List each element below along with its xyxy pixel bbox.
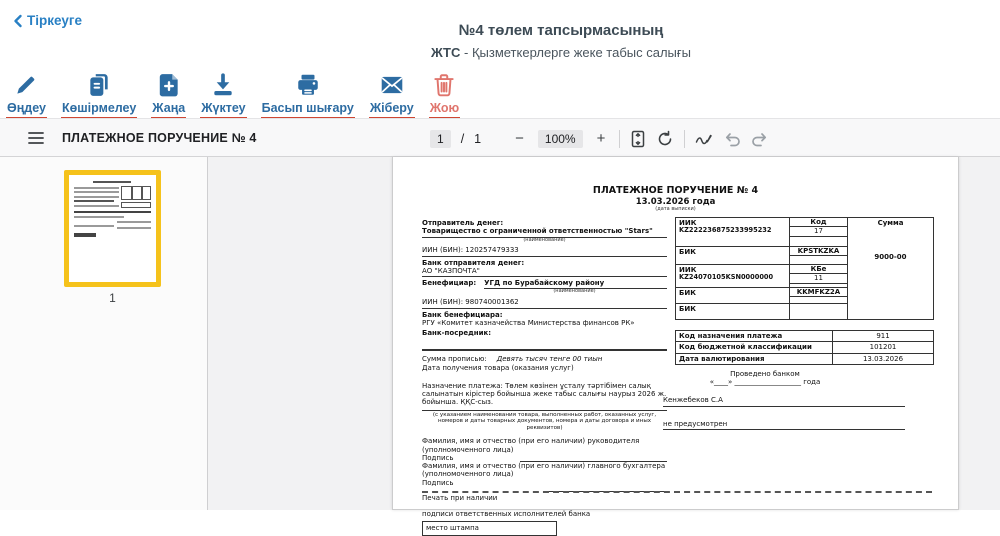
page-subtitle-code: ЖТС	[430, 45, 461, 60]
payment-order-date: 13.03.2026 года	[635, 197, 716, 208]
hamburger-icon[interactable]	[28, 131, 44, 145]
signature-label: Подпись	[422, 453, 454, 462]
beneficiary-bank-name: РГУ «Комитет казначейства Министерства финансов РК»	[422, 318, 635, 327]
thumbnail-page-number: 1	[109, 291, 116, 305]
page-number-input[interactable]: 1	[430, 130, 451, 148]
authorized-label: (уполномоченного лица)	[422, 445, 514, 454]
payment-purpose	[422, 382, 667, 407]
send-button[interactable]	[369, 72, 415, 119]
page-subtitle-text: - Қызметкерлерге жеке табыс салығы	[460, 45, 691, 60]
pdf-document-title: ПЛАТЕЖНОЕ ПОРУЧЕНИЕ № 4	[62, 130, 257, 145]
value-date-value: 13.03.2026	[862, 354, 904, 363]
beneficiary-bank-label: Банк бенефициара:	[422, 310, 503, 319]
undo-icon[interactable]	[724, 131, 741, 146]
download-icon	[210, 72, 236, 98]
actions-toolbar	[6, 72, 460, 119]
head-name-label: Фамилия, имя и отчество (при его наличии) руководителя	[422, 437, 640, 446]
pdf-controls	[430, 119, 768, 158]
beneficiary-iik: KZ24070105KSN0000000	[679, 273, 774, 282]
fit-page-icon[interactable]	[630, 130, 646, 148]
kod-value: 17	[790, 227, 847, 236]
iik-label-2: ИИК	[679, 266, 697, 274]
payment-code-label: Код назначения платежа	[676, 331, 833, 341]
payment-order-title: ПЛАТЕЖНОЕ ПОРУЧЕНИЕ № 4	[592, 185, 759, 196]
bank-processed-label: Проведено банком	[730, 369, 800, 378]
beneficiary-label: Бенефициар:	[422, 279, 477, 288]
signature-label-2: Подпись	[422, 478, 454, 487]
page-title: №4 төлем тапсырмасының	[458, 22, 664, 39]
bik-label-3: БИК	[679, 305, 696, 313]
kbe-value: 11	[790, 274, 847, 283]
sender-iik: KZ222236875233995232	[679, 226, 772, 235]
purpose-text: Төлем көзінен ұсталу тәртібімен салық салынатын кірістер бойынша жеке табыс салығы наурыз 2026 ж. бойынша. ҚҚС-сыз.	[422, 381, 667, 407]
accountant-label: Фамилия, имя и отчество (при его наличии) главного бухгалтера	[422, 462, 666, 471]
authorized-label-2: (уполномоченного лица)	[422, 470, 514, 479]
page-subtitle	[122, 45, 1000, 60]
beneficiary-name-caption: (наименование)	[553, 288, 596, 295]
sender-iin: ИИН (БИН): 120257479333	[422, 246, 667, 256]
beneficiary-iin: ИИН (БИН): 980740001362	[422, 298, 667, 308]
intermediary-bank-label: Банк-посредник:	[422, 329, 492, 338]
stamp-placeholder-box: место штампа	[422, 521, 557, 535]
goods-date-label: Дата получения товара (оказания услуг)	[422, 363, 574, 372]
delete-button-label: Жою	[429, 101, 460, 119]
page-total: 1	[474, 131, 482, 146]
bank-processed-date: «____» ___________________ года	[709, 378, 821, 386]
copy-button[interactable]	[61, 72, 137, 119]
value-date-label: Дата валютирования	[676, 354, 833, 364]
page-separator: /	[460, 131, 465, 146]
sum-value: 9000-00	[874, 253, 907, 262]
sender-name: Товарищество с ограниченной ответственностью "Stars"	[422, 227, 667, 237]
bik-label-1: БИК	[679, 248, 696, 256]
sender-bank-label: Банк отправителя денег:	[422, 258, 525, 267]
printer-icon	[295, 72, 321, 98]
cut-line	[422, 491, 932, 493]
iik-label: ИИК	[679, 219, 697, 227]
copy-button-label: Көшірмелеу	[61, 101, 137, 119]
beneficiary-name: УГД по Бурабайскому району	[484, 279, 667, 289]
budget-code-value: 101201	[869, 343, 897, 352]
download-button[interactable]	[200, 72, 246, 119]
zoom-out-button[interactable]: −	[515, 130, 524, 147]
purpose-caption: (с указанием наименования товара, выполненных работ, оказанных услуг, номеров и даты товарных документов, номера и даты договора и иных реквизитов)	[422, 410, 667, 432]
delete-button[interactable]	[429, 72, 460, 119]
trash-icon	[431, 72, 457, 98]
beneficiary-bik: KKMFKZ2A	[790, 288, 847, 297]
zoom-level[interactable]: 100%	[538, 130, 583, 148]
accountant-value: не предусмотрен	[663, 420, 905, 430]
head-name-value: Кенжебеков С.А	[663, 396, 905, 406]
copy-icon	[86, 72, 112, 98]
sender-label: Отправитель денег:	[422, 219, 504, 227]
new-button-label: Жаңа	[151, 101, 186, 119]
payment-codes-table	[675, 330, 934, 365]
amount-words-value: Девять тысяч тенге 00 тиын	[496, 355, 603, 364]
budget-code-label: Код бюджетной классификации	[676, 342, 833, 352]
purpose-label: Назначение платежа:	[422, 381, 503, 390]
print-button[interactable]	[261, 72, 355, 119]
bank-signatures-label: подписи ответственных исполнителей банка	[422, 510, 591, 519]
amount-words-label: Сумма прописью:	[422, 355, 487, 364]
payment-order-right-column	[663, 217, 934, 536]
edit-button[interactable]	[6, 72, 47, 119]
thumbnail-panel	[0, 157, 208, 510]
pdf-content-area	[0, 157, 1000, 533]
sum-label: Сумма	[877, 219, 904, 227]
send-button-label: Жіберу	[369, 101, 415, 119]
date-caption: (дата выписки)	[655, 206, 696, 213]
pencil-icon	[13, 72, 39, 98]
rotate-icon[interactable]	[656, 130, 674, 148]
download-button-label: Жүктеу	[200, 101, 246, 119]
envelope-icon	[379, 72, 405, 98]
kbe-label: КБе	[790, 265, 847, 274]
stamp-label: Печать при наличии	[422, 493, 498, 502]
thumbnail-preview	[69, 175, 156, 282]
document-header	[0, 22, 1000, 60]
table-row	[676, 341, 933, 352]
thumbnail-page-1[interactable]	[64, 170, 161, 287]
redo-icon[interactable]	[751, 131, 768, 146]
new-button[interactable]	[151, 72, 186, 119]
print-button-label: Басып шығару	[261, 101, 355, 119]
zoom-in-button[interactable]: +	[596, 130, 606, 147]
toolbar-divider	[619, 130, 620, 148]
pdf-toolbar	[0, 118, 1000, 157]
new-file-icon	[156, 72, 182, 98]
signature-line	[520, 454, 668, 462]
payment-order-left-column	[422, 217, 675, 536]
bik-label-2: БИК	[679, 289, 696, 297]
payment-order-header	[393, 185, 958, 213]
back-link-label: Тіркеуге	[27, 13, 82, 28]
annotate-pen-icon[interactable]	[695, 131, 714, 147]
sender-bank-name: АО "КАЗПОЧТА"	[422, 267, 667, 277]
bank-details-table	[675, 217, 934, 320]
kod-label: Код	[790, 218, 847, 227]
payment-code-value: 911	[876, 332, 890, 340]
table-row	[676, 331, 933, 341]
table-row	[676, 353, 933, 364]
edit-button-label: Өңдеу	[6, 101, 47, 119]
pdf-page	[392, 157, 959, 533]
name-caption: (наименование)	[523, 236, 566, 243]
sender-bik: KPSTKZKA	[790, 247, 847, 256]
toolbar-divider	[684, 130, 685, 148]
